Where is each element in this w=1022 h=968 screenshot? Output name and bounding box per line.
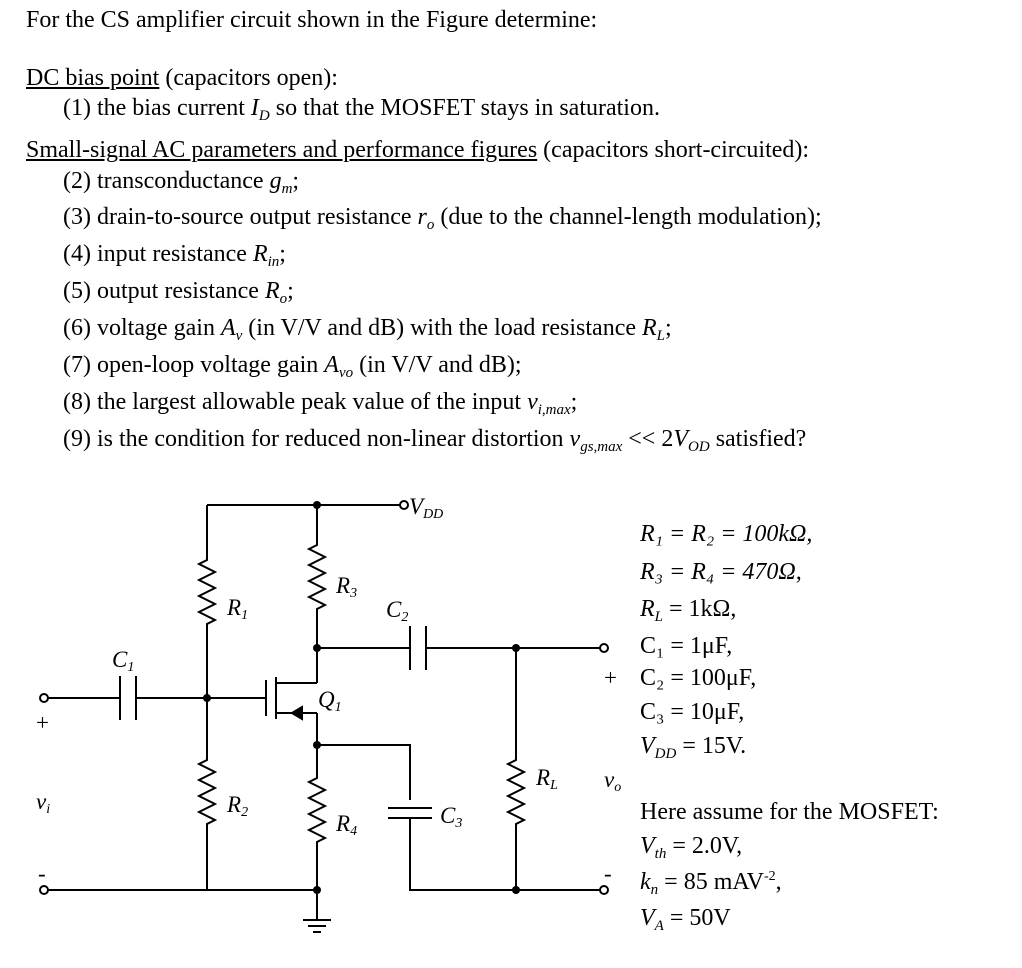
vo-minus-terminal bbox=[600, 886, 608, 894]
c3-capacitor bbox=[388, 808, 432, 818]
c3-bottom-wire bbox=[410, 818, 516, 890]
item-5: (5) output resistance $R_o$; bbox=[63, 278, 294, 307]
vi-plus-terminal bbox=[40, 694, 48, 702]
output-ground-node bbox=[512, 886, 520, 894]
vo-plus-sign: + bbox=[604, 665, 617, 690]
c2-label: $C_2$ bbox=[386, 597, 409, 625]
value-r3-r4: R₃ = R₄ = 470Ω, bbox=[640, 559, 802, 585]
r3-resistor bbox=[309, 505, 325, 683]
item-8: (8) the largest allowable peak value of the input $v_{i,max}$; bbox=[63, 389, 578, 418]
vo-plus-terminal bbox=[600, 644, 608, 652]
item-3: (3) drain-to-source output resistance $r_o$ (due to the channel-length modulation); bbox=[63, 204, 822, 233]
ground-icon bbox=[303, 920, 331, 932]
vo-minus-sign: - bbox=[604, 861, 612, 886]
mosfet-terminals bbox=[276, 683, 317, 713]
r3-label: $R_3$ bbox=[336, 573, 358, 601]
ac-params-link: Small-signal AC parameters and performance figures bbox=[26, 137, 538, 163]
dc-bias-link: DC bias point bbox=[26, 65, 160, 91]
c1-capacitor bbox=[120, 676, 136, 720]
value-c3: C₃ = 10μF, bbox=[640, 699, 745, 725]
item-7: (7) open-loop voltage gain $A_{vo}$ (in V/V and dB); bbox=[63, 352, 522, 381]
vi-minus-terminal bbox=[40, 886, 48, 894]
cs-amplifier-circuit bbox=[0, 470, 640, 968]
q1-label: $Q_1$ bbox=[318, 687, 342, 715]
vi-plus-sign: + bbox=[36, 710, 49, 735]
vo-label: $v_o$ bbox=[604, 767, 622, 795]
item-2: (2) transconductance $g_m$; bbox=[63, 168, 300, 197]
c2-capacitor bbox=[410, 626, 426, 670]
r2-resistor bbox=[199, 698, 317, 890]
gate-lead bbox=[207, 680, 266, 716]
item-4: (4) input resistance $R_{in}$; bbox=[63, 241, 286, 270]
mosfet-assumption-heading: Here assume for the MOSFET: bbox=[640, 799, 939, 825]
rl-label: $R_L$ bbox=[536, 765, 558, 793]
r2-label: $R_2$ bbox=[227, 792, 249, 820]
value-va: $V_A = 50V$ bbox=[640, 905, 731, 934]
value-vth: $V_{th} = 2.0V$, bbox=[640, 833, 743, 862]
value-kn: $k_n = 85$ mAV$^{-2}$, bbox=[640, 869, 782, 898]
dc-bias-heading: DC bias point (capacitors open): bbox=[26, 65, 338, 91]
value-rl: $R_L = 1k\Omega$, bbox=[640, 596, 737, 625]
problem-title: For the CS amplifier circuit shown in the Figure determine: bbox=[26, 7, 598, 33]
ac-params-heading: Small-signal AC parameters and performance figures (capacitors short-circuited): bbox=[26, 137, 810, 163]
source-wire bbox=[317, 713, 410, 800]
value-c1: C₁ = 1μF, bbox=[640, 633, 733, 659]
vdd-label: $V_{DD}$ bbox=[409, 494, 444, 522]
vi-minus-sign: - bbox=[38, 861, 46, 886]
value-vdd: $V_{DD} = 15V$. bbox=[640, 733, 747, 762]
r1-label: $R_1$ bbox=[227, 595, 249, 623]
vdd-terminal bbox=[400, 501, 408, 509]
mosfet-arrow bbox=[292, 707, 302, 719]
item-9: (9) is the condition for reduced non-linear distortion $v_{gs,max} << 2V_{OD}$ satisfied? bbox=[63, 426, 807, 455]
r4-label: $R_4$ bbox=[336, 811, 358, 839]
ground-node bbox=[313, 886, 321, 894]
value-c2: C₂ = 100μF, bbox=[640, 665, 757, 691]
r1-resistor bbox=[199, 505, 215, 698]
c1-label: $C_1$ bbox=[112, 647, 135, 675]
vi-label: $v_i$ bbox=[36, 789, 51, 817]
item-1: (1) the bias current $I_D$ so that the MOSFET stays in saturation. bbox=[63, 95, 660, 124]
item-6: (6) voltage gain $A_v$ (in V/V and dB) with the load resistance $R_L$; bbox=[63, 315, 672, 344]
c3-label: $C_3$ bbox=[440, 803, 463, 831]
value-r1-r2: R₁ = R₂ = 100kΩ, bbox=[640, 521, 813, 547]
